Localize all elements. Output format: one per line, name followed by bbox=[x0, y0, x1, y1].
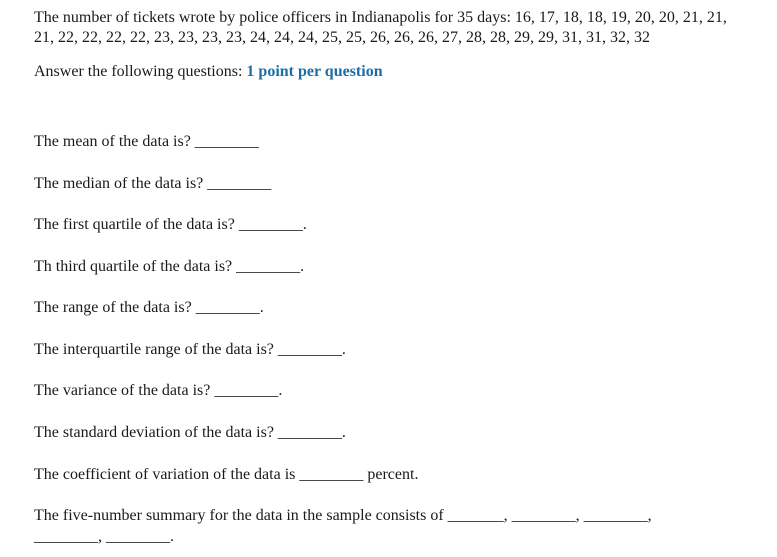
instructions-line bbox=[34, 62, 743, 82]
question-interquartile-range: The interquartile range of the data is? ________. bbox=[34, 341, 346, 358]
question-standard-deviation: The standard deviation of the data is? ________. bbox=[34, 424, 346, 441]
points-note: 1 point per question bbox=[246, 63, 383, 80]
question-variance: The variance of the data is? ________. bbox=[34, 382, 283, 399]
question-mean: The mean of the data is? ________ bbox=[34, 133, 259, 150]
question-range: The range of the data is? ________. bbox=[34, 299, 264, 316]
question-third-quartile: Th third quartile of the data is? ________. bbox=[34, 258, 305, 275]
question-five-number-summary: The five-number summary for the data in the sample consists of _______, ________, ________, bbox=[34, 507, 652, 524]
instructions-lead: Answer the following questions: bbox=[34, 63, 247, 80]
question-five-number-summary-continued: ________, ________. bbox=[34, 528, 174, 545]
question-first-quartile: The first quartile of the data is? ________. bbox=[34, 216, 307, 233]
question-median: The median of the data is? ________ bbox=[34, 175, 272, 192]
question-coefficient-of-variation: The coefficient of variation of the data is ________ percent. bbox=[34, 466, 419, 483]
problem-statement: The number of tickets wrote by police officers in Indianapolis for 35 days: 16, 17, 18, 18, 19, 20, 20, 21, 21, 21, 22, 22, 22, 22, 23, 23, 23, 23, 24, 24, 24, 25, 25, 26, 26, 26, 27, 28, 28, 29, 29, 31, 31, 32, 32 bbox=[34, 9, 727, 46]
